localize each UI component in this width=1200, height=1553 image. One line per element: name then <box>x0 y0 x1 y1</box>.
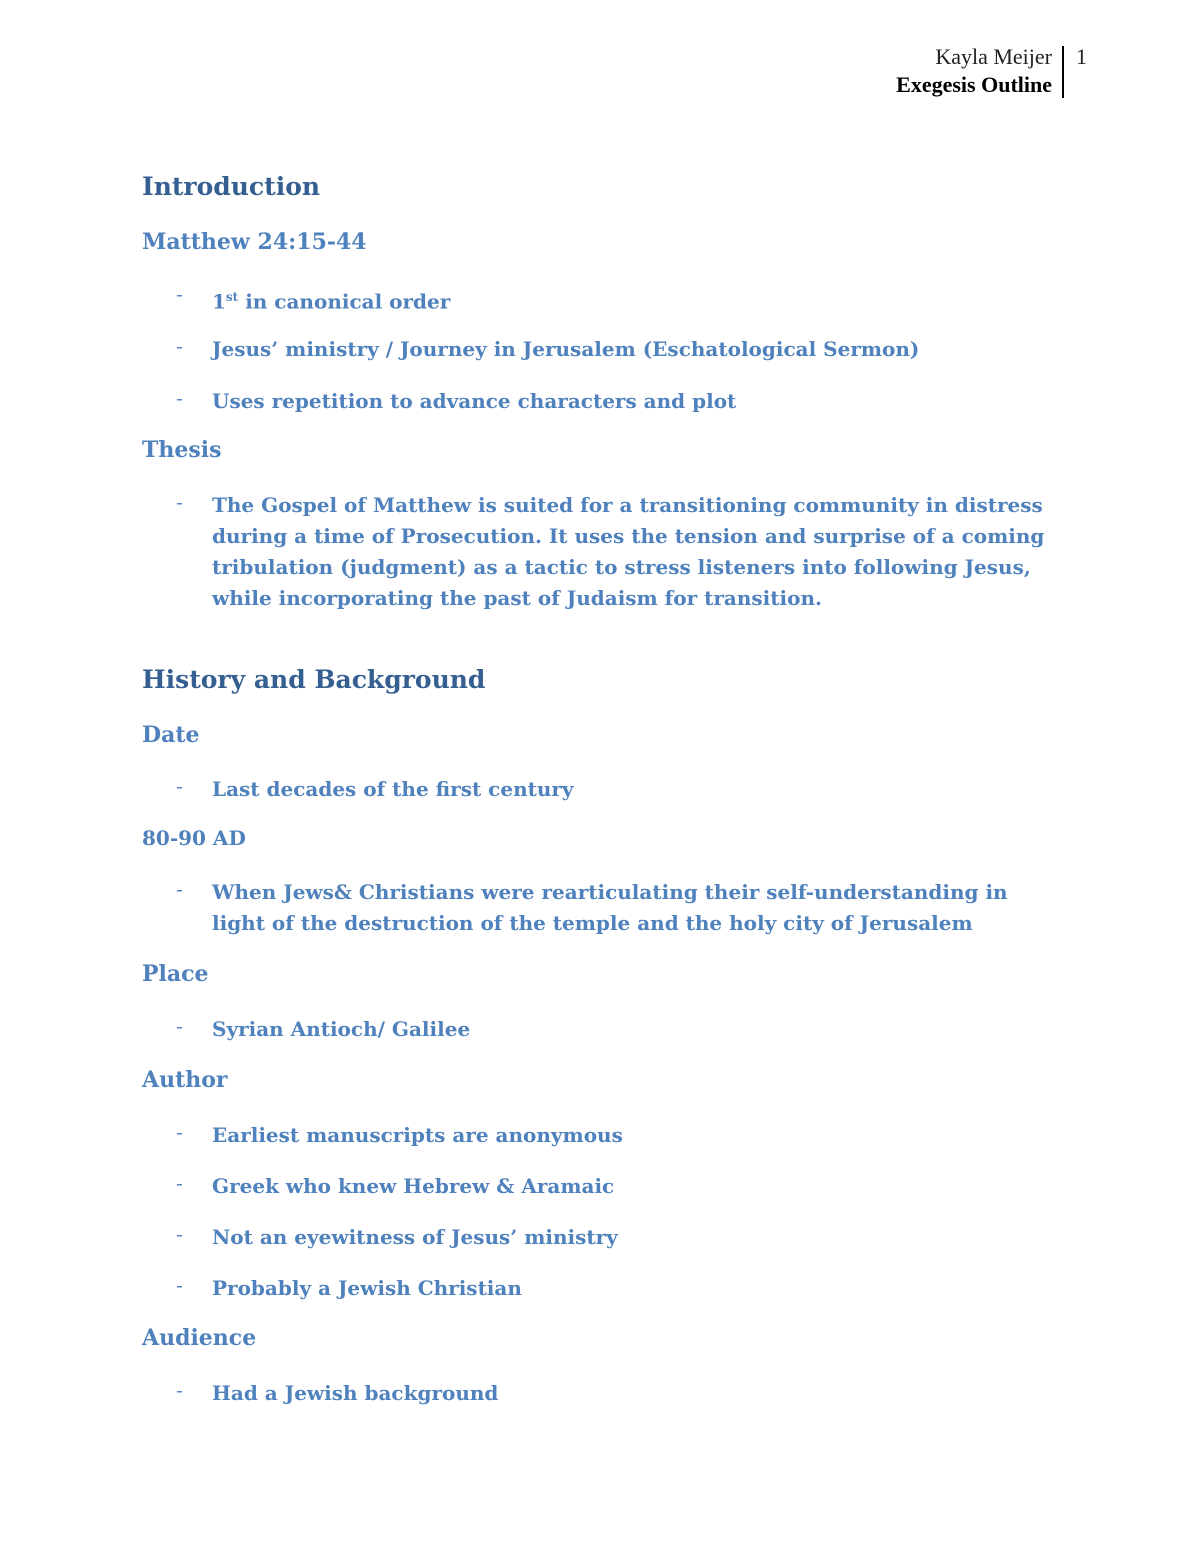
bullet-dash: - <box>176 1014 183 1038</box>
list-item-text: Last decades of the first century <box>212 777 574 801</box>
heading-place: Place <box>142 961 209 987</box>
list-item-text: 1st in canonical order <box>212 289 451 314</box>
list-item-text: Had a Jewish background <box>212 1381 499 1405</box>
thesis-text: The Gospel of Matthew is suited for a transitioning community in distress during a time of Prosecution. It uses the tension and surprise of a coming tribulation (judgment) as a tactic to stress listeners into following Jesus, while incorporating the past of Judaism for transition. <box>212 493 1045 610</box>
bullet-dash: - <box>176 334 183 358</box>
list-item-text: Earliest manuscripts are anonymous <box>212 1123 623 1147</box>
heading-date-range: 80-90 AD <box>142 826 246 850</box>
header-author: Kayla Meijer <box>935 44 1052 69</box>
list-item-text: Uses repetition to advance characters and plot <box>212 389 737 413</box>
list-item-text: Probably a Jewish Christian <box>212 1276 522 1300</box>
heading-date: Date <box>142 722 200 748</box>
bullet-dash: - <box>176 1273 183 1297</box>
bullet-dash: - <box>176 774 183 798</box>
list-item-text: Jesus’ ministry / Journey in Jerusalem (Eschatological Sermon) <box>212 337 920 361</box>
page-header <box>896 42 1087 98</box>
bullet-dash: - <box>176 1171 183 1195</box>
bullet-dash: - <box>176 282 183 306</box>
list-item-text: Not an eyewitness of Jesus’ ministry <box>212 1225 618 1249</box>
heading-author: Author <box>142 1067 228 1093</box>
heading-history: History and Background <box>142 665 486 694</box>
bullet-dash: - <box>176 1222 183 1246</box>
bullet-dash: - <box>176 1120 183 1144</box>
list-item-text: Syrian Antioch/ Galilee <box>212 1017 471 1041</box>
heading-introduction: Introduction <box>142 172 321 201</box>
heading-audience: Audience <box>142 1325 257 1351</box>
list-item-text: Greek who knew Hebrew & Aramaic <box>212 1174 615 1198</box>
bullet-dash: - <box>176 877 183 901</box>
bullet-dash: - <box>176 490 183 514</box>
bullet-dash: - <box>176 386 183 410</box>
bullet-dash: - <box>176 1378 183 1402</box>
heading-thesis: Thesis <box>142 437 222 463</box>
header-doc-title: Exegesis Outline <box>896 72 1052 97</box>
header-divider <box>1062 46 1064 98</box>
heading-passage: Matthew 24:15-44 <box>142 229 367 255</box>
page-number: 1 <box>1076 44 1087 69</box>
list-item-text: When Jews& Christians were rearticulating their self-understanding in light of the destruction of the temple and the holy city of Jerusalem <box>212 880 1008 935</box>
